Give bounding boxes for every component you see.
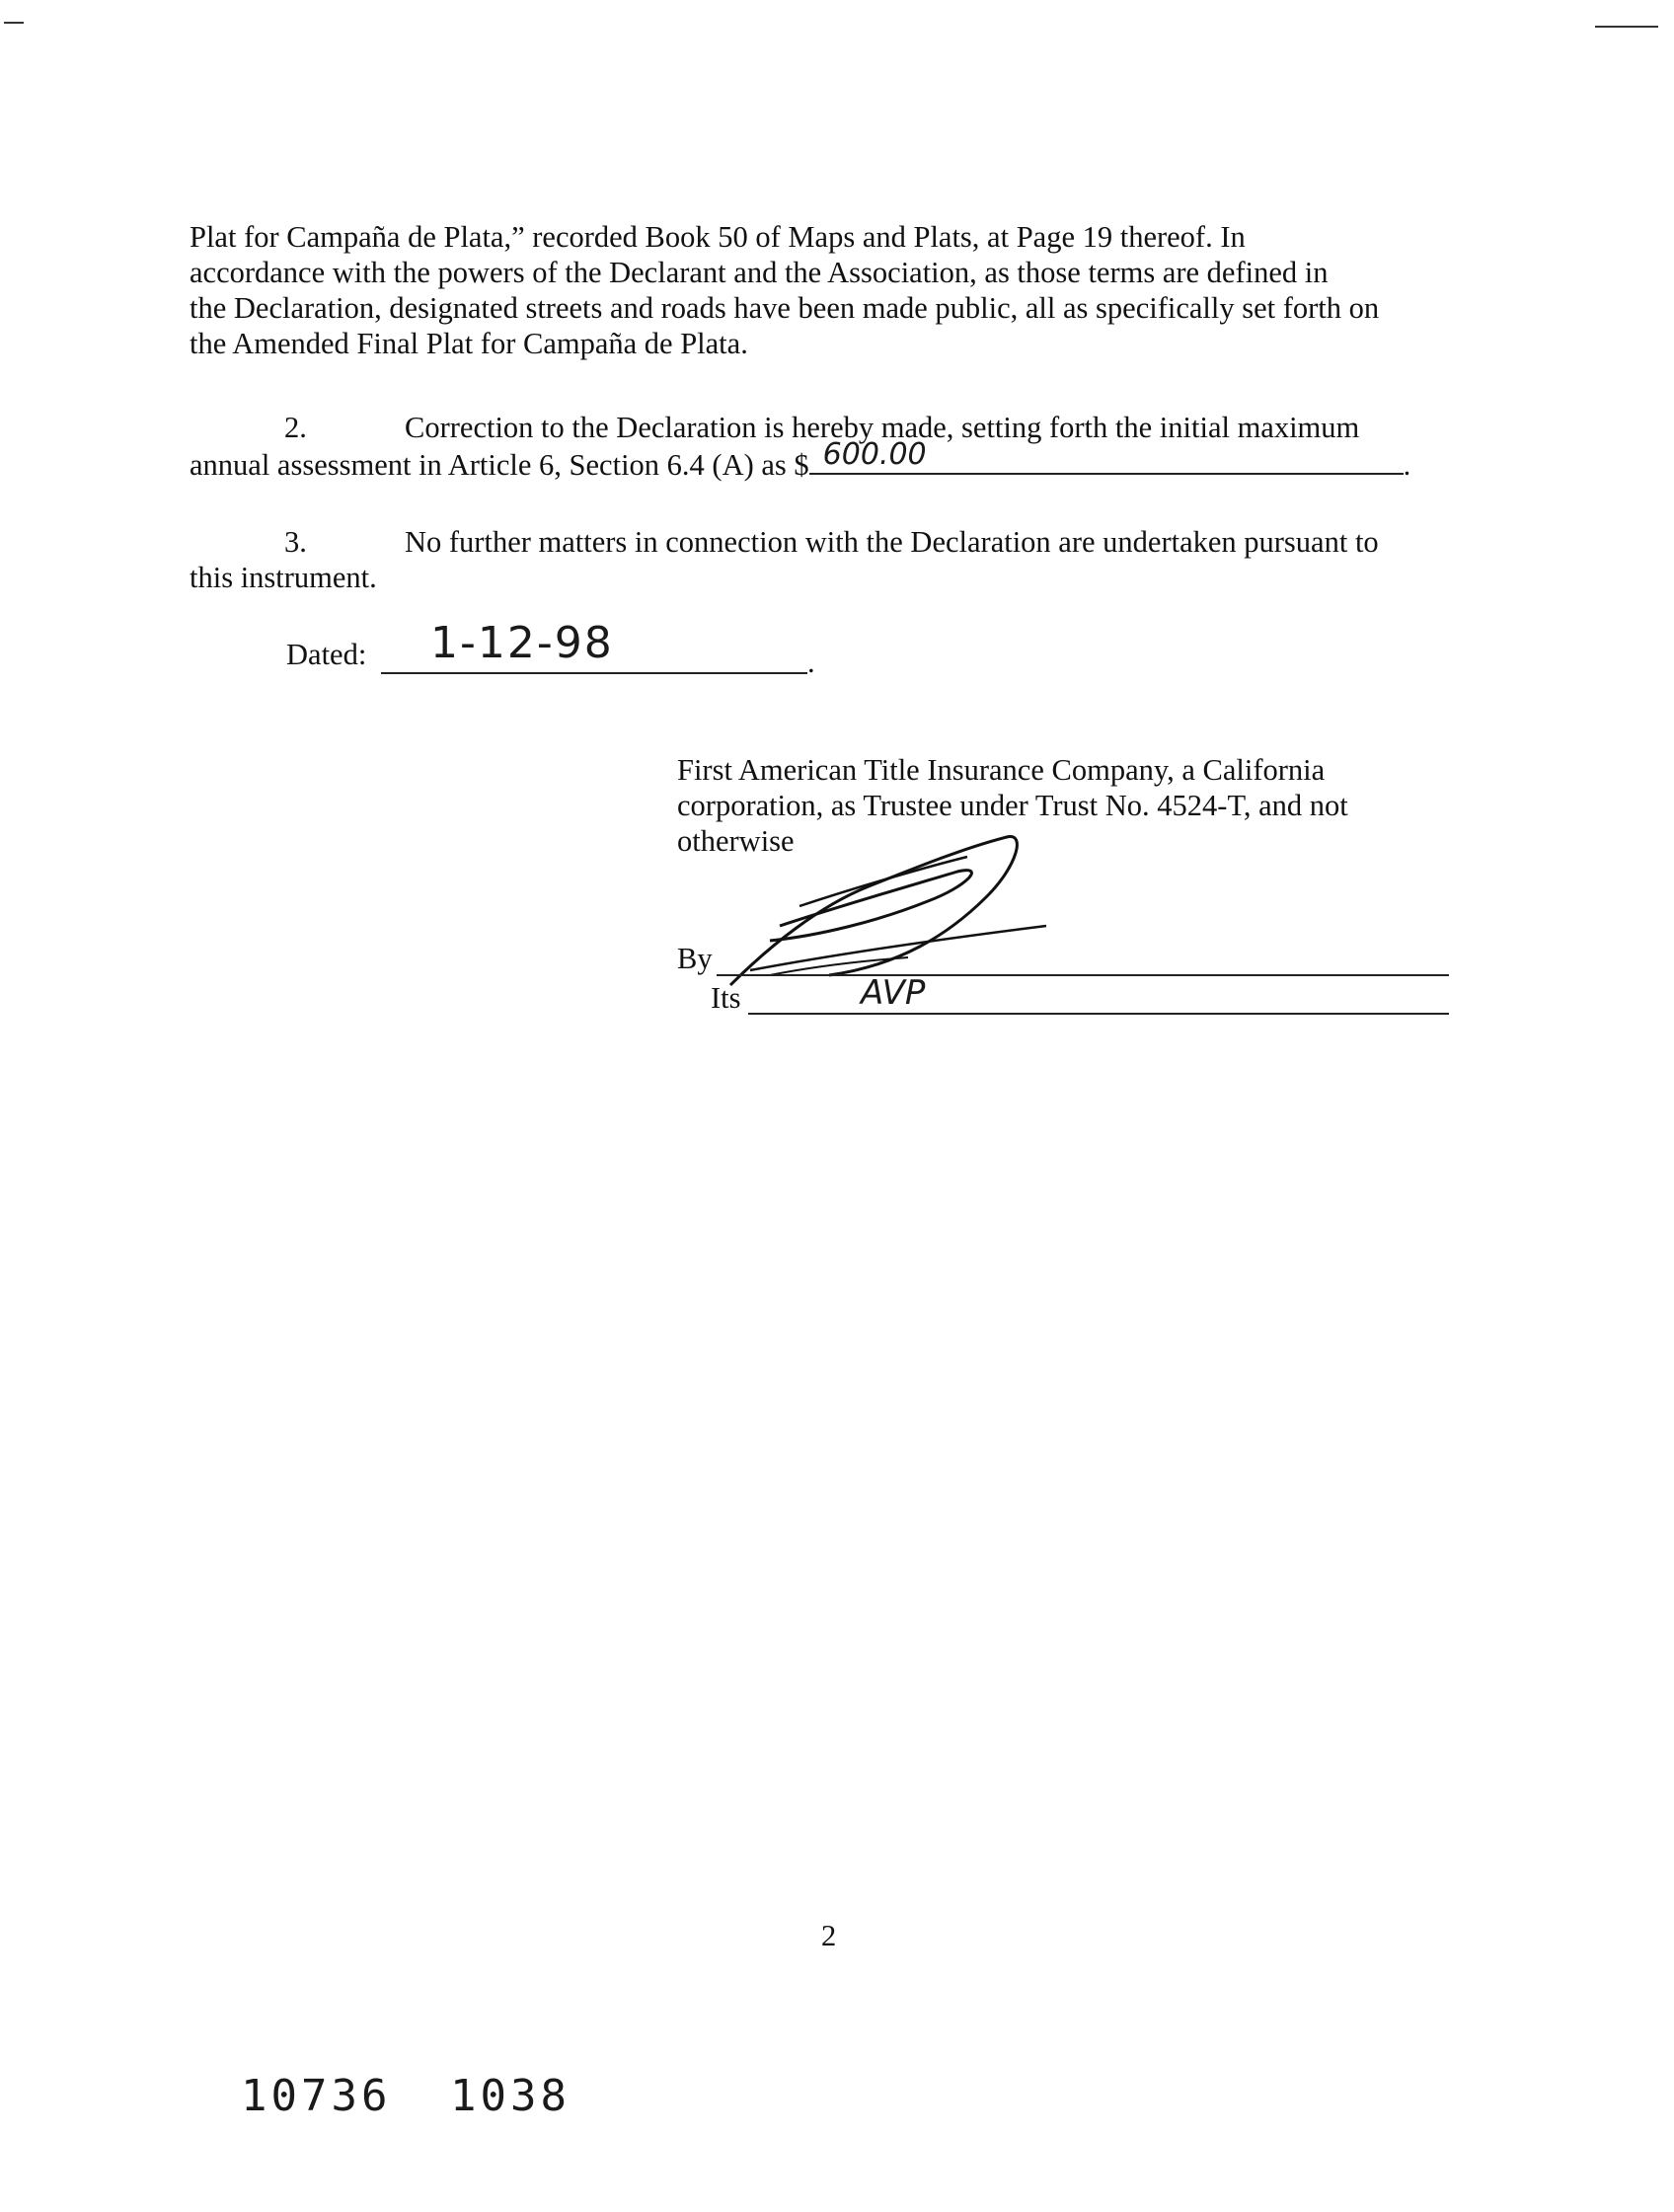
paragraph-3	[190, 524, 1492, 595]
assessment-amount-handwritten: 600.00	[822, 437, 927, 472]
recording-book-number: 10736	[241, 2071, 392, 2121]
paragraph-2-line-2: annual assessment in Article 6, Section 6.4 (A) as $	[190, 448, 809, 482]
signature-block-line: otherwise	[677, 824, 795, 858]
paragraph-2-number: 2.	[284, 411, 307, 444]
paragraph-1-line: accordance with the powers of the Declarant and the Association, as those terms are defined in	[190, 256, 1329, 289]
by-label: By	[677, 942, 713, 975]
dated-blank-line	[381, 672, 807, 674]
paragraph-3-line-1: No further matters in connection with the Declaration are undertaken pursuant to	[405, 525, 1379, 559]
assessment-amount-blank	[809, 437, 1404, 475]
paragraph-3-line-2: this instrument.	[190, 561, 377, 594]
recording-page-number: 1038	[450, 2071, 571, 2121]
page-number: 2	[821, 1919, 837, 1952]
paragraph-1-line: Plat for Campaña de Plata,” recorded Book 50 of Maps and Plats, at Page 19 thereof. In	[190, 220, 1246, 254]
paragraph-1-line: the Declaration, designated streets and roads have been made public, all as specifically set forth on	[190, 291, 1380, 325]
scan-mark-top-right	[1595, 26, 1658, 28]
paragraph-2-period: .	[1403, 448, 1411, 482]
signature-block-line: First American Title Insurance Company, a California	[677, 753, 1326, 787]
paragraph-1	[190, 219, 1492, 361]
dated-handwritten: 1-12-98	[430, 618, 614, 668]
dated-row	[286, 638, 366, 672]
paragraph-3-number: 3.	[284, 525, 307, 559]
signature-block-line: corporation, as Trustee under Trust No. 4524-T, and not	[677, 789, 1348, 822]
its-title-line	[748, 1013, 1449, 1015]
scan-mark-top-left	[4, 22, 24, 24]
handwritten-signature	[711, 827, 1066, 995]
paragraph-2	[190, 410, 1492, 483]
dated-label: Dated:	[286, 638, 367, 671]
by-signature-line	[717, 974, 1449, 976]
paragraph-1-line: the Amended Final Plat for Campaña de Plata.	[190, 327, 748, 360]
paragraph-2-line-1: Correction to the Declaration is hereby made, setting forth the initial maximum	[405, 411, 1360, 444]
dated-period: .	[807, 646, 815, 679]
its-label: Its	[711, 981, 741, 1015]
its-title-handwritten: AVP	[861, 973, 926, 1013]
